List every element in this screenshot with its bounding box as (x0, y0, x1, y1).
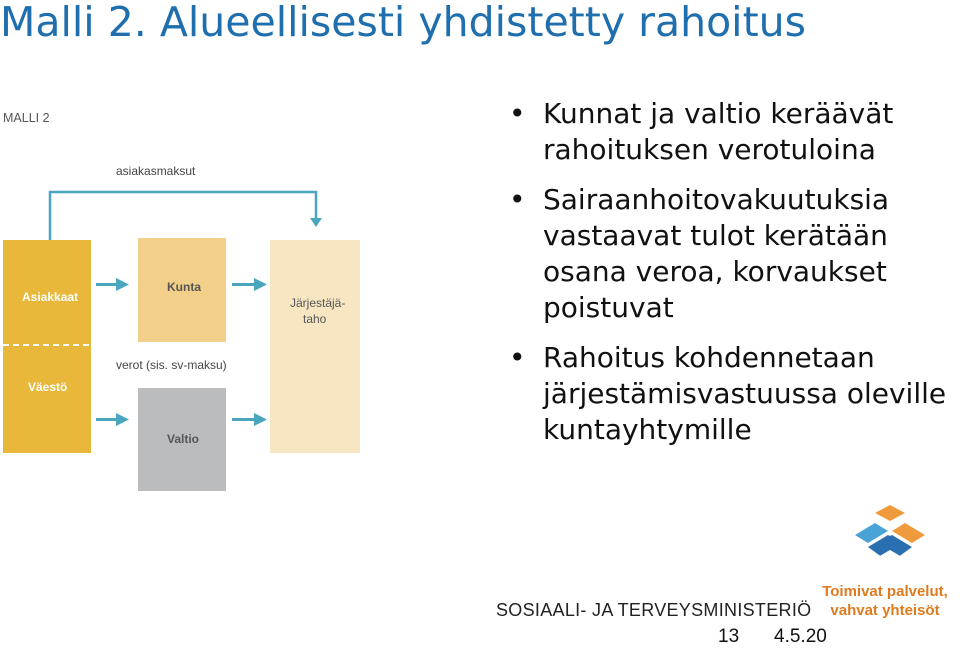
diagram-label: MALLI 2 (3, 111, 50, 125)
vaesto-label: Väestö (28, 380, 68, 394)
asiakkaat-label: Asiakkaat (22, 290, 79, 304)
bullet-icon: • (509, 97, 526, 130)
bullet-list (505, 96, 955, 462)
jarjestaja-label-line1: Järjestäjä- (290, 296, 346, 310)
funding-diagram (0, 100, 370, 500)
valtio-label: Valtio (167, 432, 200, 446)
asiakasmaksut-label: asiakasmaksut (116, 164, 196, 178)
stm-diamond-logo-icon (840, 505, 940, 585)
slide-title: Malli 2. Alueellisesti yhdistetty rahoitus (0, 0, 806, 46)
bullet-icon: • (509, 183, 526, 216)
tagline-line2: vahvat yhteisöt (830, 602, 940, 619)
bullet-item (505, 340, 955, 448)
jarjestaja-box (270, 240, 360, 453)
bullet-icon: • (509, 341, 526, 374)
asiakasmaksut-flow-line (50, 192, 316, 240)
verot-label: verot (sis. sv-maksu) (116, 358, 227, 372)
vaesto-box (3, 343, 91, 453)
bullet-item (505, 182, 955, 326)
tagline (810, 582, 960, 620)
asiakasmaksut-arrowhead (310, 218, 322, 227)
kunta-label: Kunta (167, 280, 201, 294)
bullet-text: Rahoitus kohdennetaan järjestämisvastuussa oleville kuntayhtymille (543, 341, 947, 446)
organization-name (496, 600, 812, 624)
slide-date: 4.5.20 (774, 626, 827, 647)
bullet-item (505, 96, 955, 168)
jarjestaja-label-line2: taho (303, 312, 327, 326)
tagline-line1: Toimivat palvelut, (822, 583, 948, 600)
bullet-text: Kunnat ja valtio keräävät rahoituksen verotuloina (543, 97, 894, 166)
bullet-text: Sairaanhoitovakuutuksia vastaavat tulot kerätään osana veroa, korvaukset poistuvat (543, 183, 890, 324)
organization-text: SOSIAALI- JA TERVEYSMINISTERIÖ (496, 600, 812, 620)
page-number: 13 (718, 626, 740, 647)
